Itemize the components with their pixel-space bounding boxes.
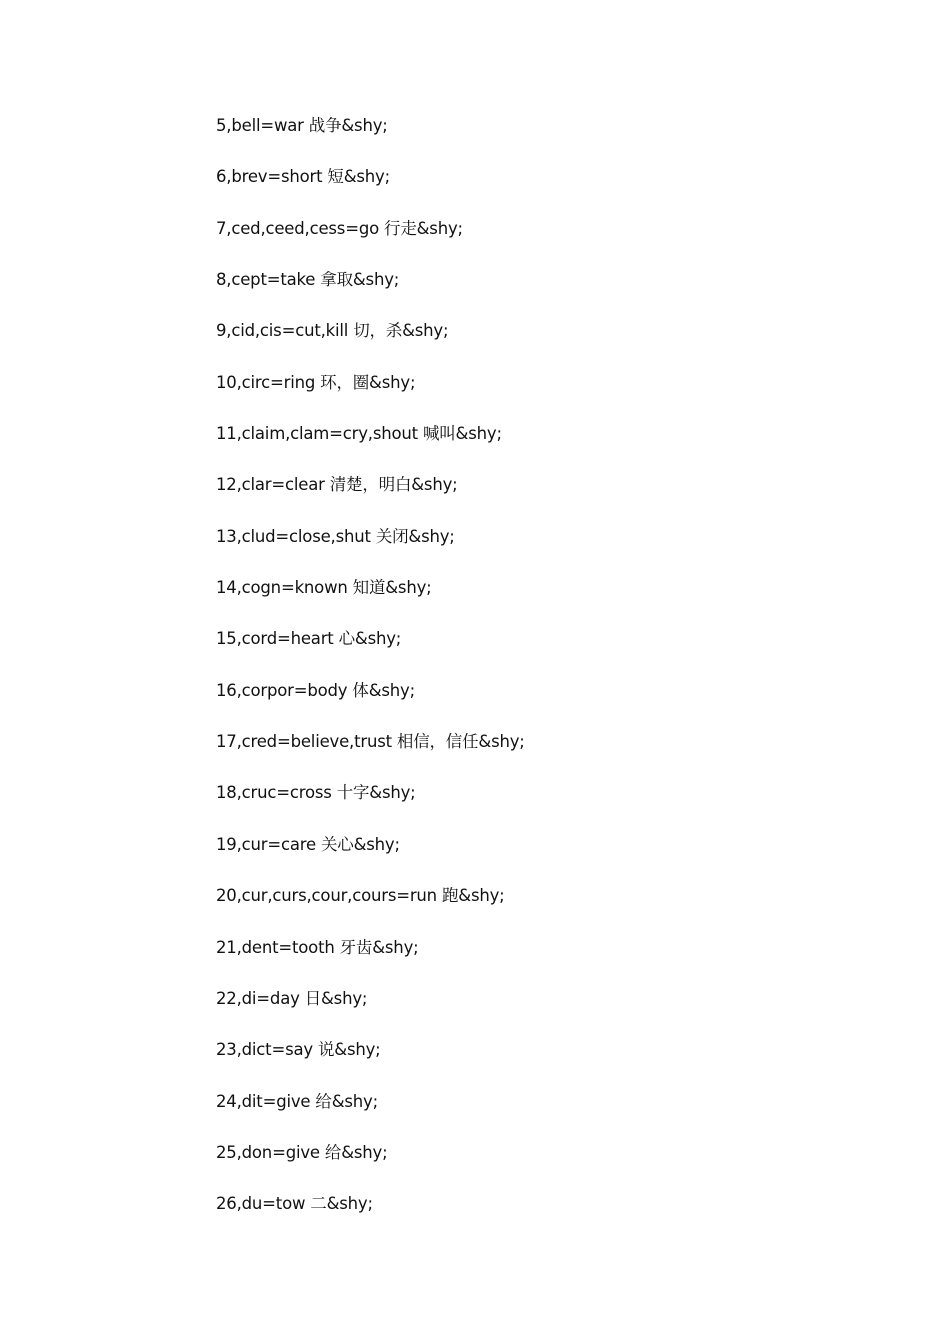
list-item: 20,cur,curs,cour,cours=run 跑&shy; (216, 886, 505, 906)
list-item: 17,cred=believe,trust 相信，信任&shy; (216, 732, 525, 752)
list-item: 11,claim,clam=cry,shout 喊叫&shy; (216, 424, 502, 444)
list-item: 18,cruc=cross 十字&shy; (216, 783, 416, 803)
list-item: 22,di=day 日&shy; (216, 988, 368, 1008)
list-item: 23,dict=say 说&shy; (216, 1040, 381, 1060)
list-item: 8,cept=take 拿取&shy; (216, 270, 400, 290)
list-item: 26,du=tow 二&shy; (216, 1194, 373, 1214)
list-item: 21,dent=tooth 牙齿&shy; (216, 937, 419, 957)
list-item: 12,clar=clear 清楚，明白&shy; (216, 475, 458, 495)
list-item: 25,don=give 给&shy; (216, 1142, 388, 1162)
list-item: 10,circ=ring 环，圈&shy; (216, 372, 416, 392)
list-item: 24,dit=give 给&shy; (216, 1091, 378, 1111)
word-root-list (216, 114, 525, 1244)
list-item: 19,cur=care 关心&shy; (216, 834, 400, 854)
list-item: 16,corpor=body 体&shy; (216, 680, 415, 700)
list-item: 13,clud=close,shut 关闭&shy; (216, 526, 455, 546)
list-item: 5,bell=war 战争&shy; (216, 116, 388, 135)
list-item: 15,cord=heart 心&shy; (216, 629, 402, 649)
list-item: 7,ced,ceed,cess=go 行走&shy; (216, 218, 463, 238)
list-item: 14,cogn=known 知道&shy; (216, 578, 432, 598)
list-item: 9,cid,cis=cut,kill 切，杀&shy; (216, 321, 449, 341)
list-item: 6,brev=short 短&shy; (216, 167, 390, 187)
